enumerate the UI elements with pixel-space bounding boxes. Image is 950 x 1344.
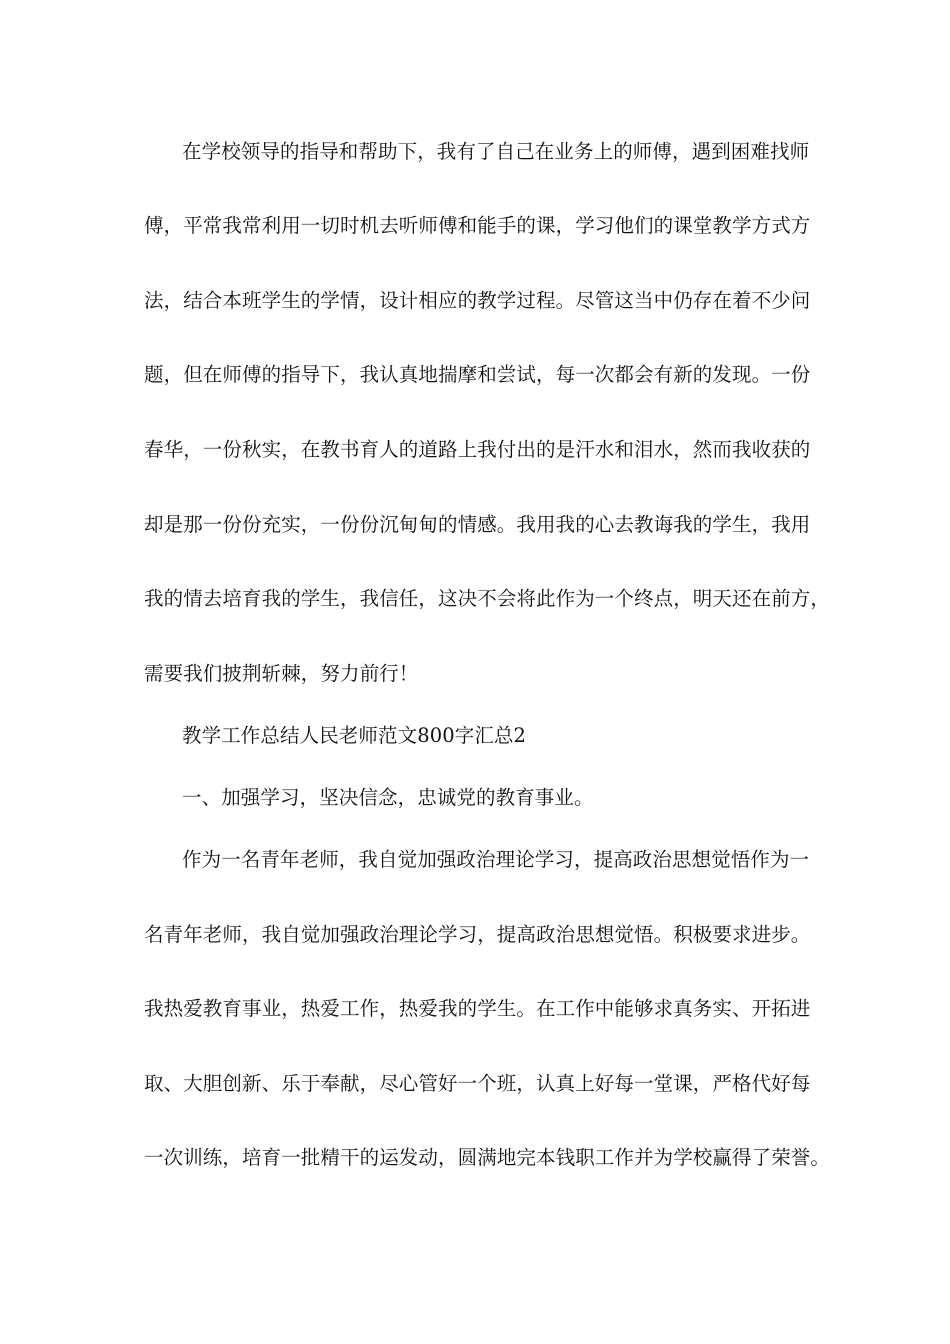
paragraph-1-line-5: 春华，一份秋实，在教书育人的道路上我付出的是汗水和泪水，然而我收获的 (144, 438, 811, 461)
paragraph-2-line-2: 名青年老师，我自觉加强政治理论学习，提高政治思想觉悟。积极要求进步。 (144, 923, 811, 946)
paragraph-1-line-4: 题，但在师傅的指导下，我认真地揣摩和尝试，每一次都会有新的发现。一份 (144, 363, 811, 386)
section-title: 一、加强学习，坚决信念，忠诚党的教育事业。 (182, 786, 594, 809)
paragraph-2-line-5: 一次训练，培育一批精干的运发动，圆满地完本钱职工作并为学校赢得了荣誉。 (144, 1146, 831, 1169)
paragraph-1-line-1: 在学校领导的指导和帮助下，我有了自己在业务上的师傅，遇到困难找师 (182, 140, 810, 163)
paragraph-2-line-1: 作为一名青年老师，我自觉加强政治理论学习，提高政治思想觉悟作为一 (182, 848, 810, 871)
paragraph-1-line-2: 傅，平常我常利用一切时机去听师傅和能手的课，学习他们的课堂教学方式方 (144, 214, 811, 237)
paragraph-1-line-6: 却是那一份份充实，一份份沉甸甸的情感。我用我的心去教诲我的学生，我用 (144, 513, 811, 536)
paragraph-1-line-8: 需要我们披荆斩棘，努力前行！ (144, 662, 419, 685)
paragraph-2-line-3: 我热爱教育事业，热爱工作，热爱我的学生。在工作中能够求真务实、开拓进 (144, 997, 811, 1020)
paragraph-1-line-3: 法，结合本班学生的学情，设计相应的教学过程。尽管这当中仍存在着不少问 (144, 289, 811, 312)
paragraph-1-line-7: 我的情去培育我的学生，我信任，这决不会将此作为一个终点，明天还在前方， (144, 587, 831, 610)
article-heading: 教学工作总结人民老师范文800字汇总2 (182, 724, 527, 747)
paragraph-2-line-4: 取、大胆创新、乐于奉献，尽心管好一个班，认真上好每一堂课，严格代好每 (144, 1072, 811, 1095)
